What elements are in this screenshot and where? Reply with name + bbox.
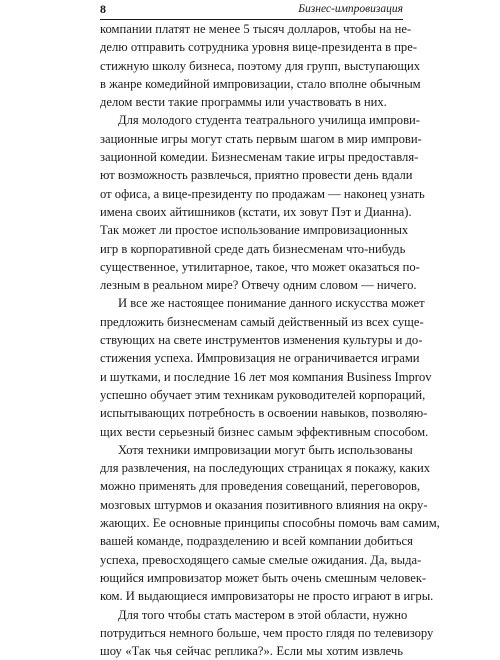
text-line: Хотя техники импровизации могут быть использованы	[100, 441, 403, 459]
text-line: зационные игры могут стать первым шагом в мир импрови-	[100, 130, 403, 148]
text-line: предложить бизнесменам самый действенный из всех суще-	[100, 313, 403, 331]
text-line: от офиса, а вице-президенту по продажам — наконец узнать	[100, 185, 403, 203]
paragraph	[100, 606, 403, 660]
text-line: стижную школу бизнеса, поэтому для групп, выступающих	[100, 57, 403, 75]
paragraph	[100, 20, 403, 111]
text-line: можно применять для проведения совещаний, переговоров,	[100, 477, 403, 495]
text-line: ют возможность развлечься, приятно провести день вдали	[100, 166, 403, 184]
text-line: ствующих на свете инструментов изменения культуры и до-	[100, 331, 403, 349]
text-line: щих вести серьезный бизнес самым эффективным способом.	[100, 423, 403, 441]
text-line: ющийся импровизатор может быть очень смешным человек-	[100, 569, 403, 587]
paragraph	[100, 111, 403, 294]
text-line: существенное, утилитарное, такое, что может оказаться по-	[100, 258, 403, 276]
text-line: стижения успеха. Импровизация не ограничивается играми	[100, 349, 403, 367]
text-line: зационной комедии. Бизнесменам такие игры предоставля-	[100, 148, 403, 166]
text-line: Для молодого студента театрального училища импрови-	[100, 111, 403, 129]
text-line: делю отправить сотрудника уровня вице-президента в пре-	[100, 38, 403, 56]
text-line: испытывающих потребность в освоении навыков, позволяю-	[100, 404, 403, 422]
text-line: Так может ли простое использование импровизационных	[100, 221, 403, 239]
text-line: успеха, превосходящего самые смелые ожидания. Да, выда-	[100, 551, 403, 569]
text-line: имена своих айтишников (кстати, их зовут Пэт и Дианна).	[100, 203, 403, 221]
paragraph	[100, 441, 403, 606]
text-line: успешно обучает этим техникам руководителей корпораций,	[100, 386, 403, 404]
paragraph	[100, 294, 403, 440]
text-line: потрудиться немного больше, чем просто глядя по телевизору	[100, 624, 403, 642]
page-header	[100, 3, 403, 20]
text-line: и шутками, и последние 16 лет моя компания Business Improv	[100, 368, 403, 386]
text-line: для развлечения, на последующих страницах я покажу, каких	[100, 459, 403, 477]
text-line: в жанре комедийной импровизации, стало вполне обычным	[100, 75, 403, 93]
text-line: Для того чтобы стать мастером в этой области, нужно	[100, 606, 403, 624]
text-line: компании платят не менее 5 тысяч долларов, чтобы на не-	[100, 20, 403, 38]
text-line: делом вести такие программы или участвовать в них.	[100, 93, 403, 111]
body-text	[100, 20, 403, 660]
text-line: И все же настоящее понимание данного искусства может	[100, 294, 403, 312]
text-line: лезным в реальном мире? Отвечу одним словом — ничего.	[100, 276, 403, 294]
text-line: вашей команде, подразделению и всей компании добиться	[100, 532, 403, 550]
running-title: Бизнес-импровизация	[298, 3, 403, 16]
text-line: мозговых штурмов и оказания позитивного влияния на окру-	[100, 496, 403, 514]
text-line: игр в корпоративной среде дать бизнесменам что-нибудь	[100, 240, 403, 258]
page-number: 8	[100, 3, 106, 16]
text-line: жающих. Ее основные принципы способны помочь вам самим,	[100, 514, 403, 532]
text-line: шоу «Так чья сейчас реплика?». Если мы хотим извлечь	[100, 642, 403, 660]
text-line: ком. И выдающиеся импровизаторы не просто играют в игры.	[100, 587, 403, 605]
